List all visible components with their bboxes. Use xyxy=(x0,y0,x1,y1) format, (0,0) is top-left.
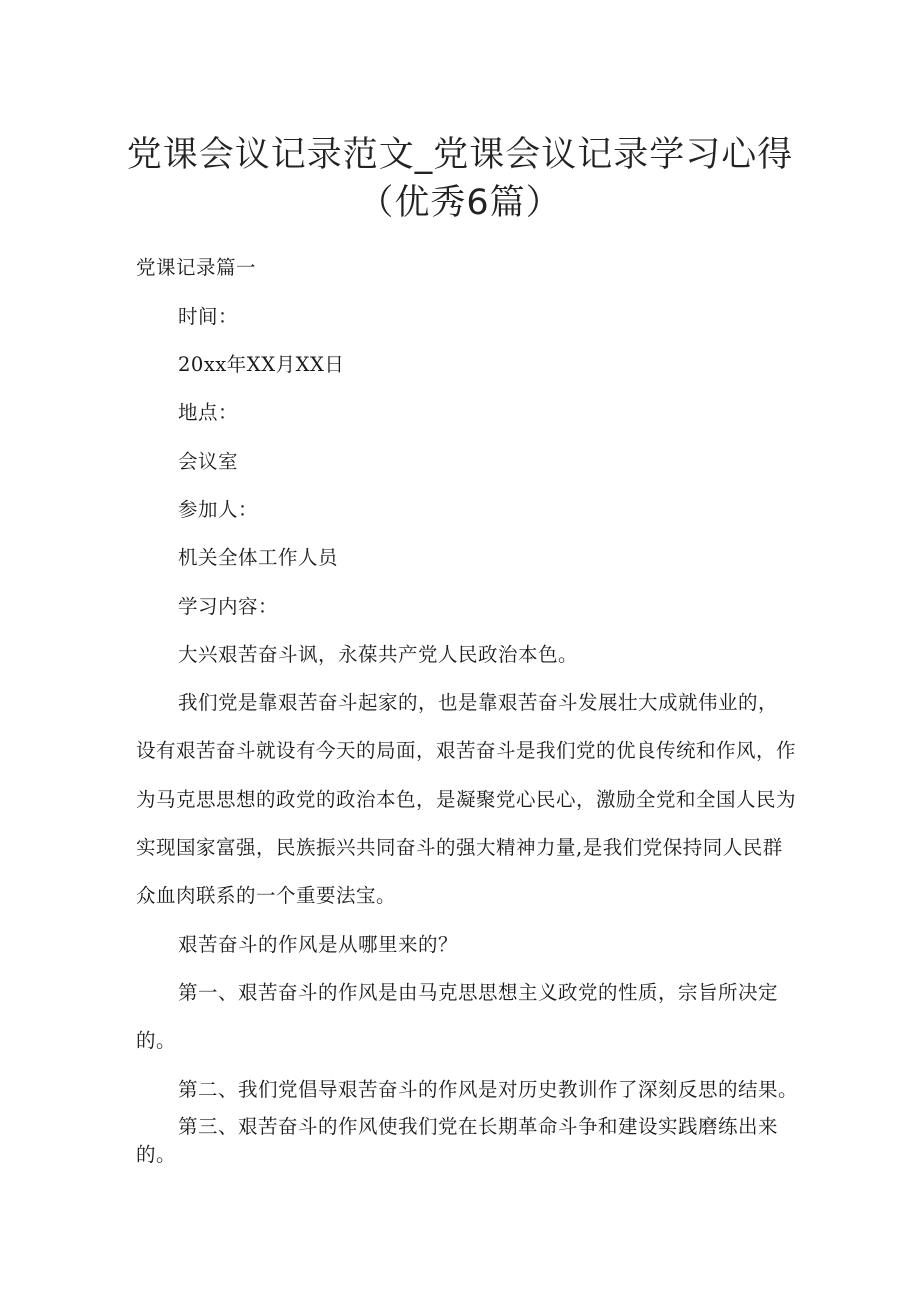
section-heading: 党课记录篇一 xyxy=(136,256,257,279)
point-third: 第三、艰苦奋斗的作风使我们党在长期革命斗争和建设实践磨练出来 xyxy=(178,1115,779,1138)
paragraph-line: 众血肉联系的一个重要法宝。 xyxy=(136,884,397,907)
point-third-cont: 的。 xyxy=(136,1143,177,1166)
label-time: 时间： xyxy=(178,305,239,328)
value-attendees: 机关全体工作人员 xyxy=(178,546,339,569)
paragraph-line: 实现国家富强，民族振兴共同奋斗的强大精神力量,是我们党保持同人民群 xyxy=(136,836,783,859)
point-first: 第一、艰苦奋斗的作风是由马克思思想主义政党的性质，宗旨所决定 xyxy=(178,981,779,1004)
label-place: 地点： xyxy=(178,401,239,424)
paragraph-line: 我们党是靠艰苦奋斗起家的，也是靠艰苦奋斗发展壮大成就伟业的， xyxy=(178,691,779,714)
paragraph-line: 设有艰苦奋斗就设有今天的局面，艰苦奋斗是我们党的优良传统和作风，作 xyxy=(136,739,797,762)
value-place: 会议室 xyxy=(178,450,239,473)
label-attendees: 参加人： xyxy=(178,498,259,521)
question-line: 艰苦奋斗的作风是从哪里来的？ xyxy=(178,933,459,956)
value-time: 20xx年XX月XX日 xyxy=(178,353,345,376)
point-first-cont: 的。 xyxy=(136,1029,177,1052)
label-content: 学习内容： xyxy=(178,595,279,618)
document-title-line-1: 党课会议记录范文_党课会议记录学习心得 xyxy=(126,135,794,175)
document-title-line-2: （优秀6篇） xyxy=(358,183,562,223)
point-second: 第二、我们党倡导艰苦奋斗的作风是对历史教训作了深刻反思的结果。 xyxy=(178,1078,799,1101)
paragraph-line: 为马克思思想的政党的政治本色，是凝聚党心民心，激励全党和全国人民为 xyxy=(136,788,797,811)
value-content: 大兴艰苦奋斗讽，永葆共产党人民政治本色。 xyxy=(178,643,579,666)
